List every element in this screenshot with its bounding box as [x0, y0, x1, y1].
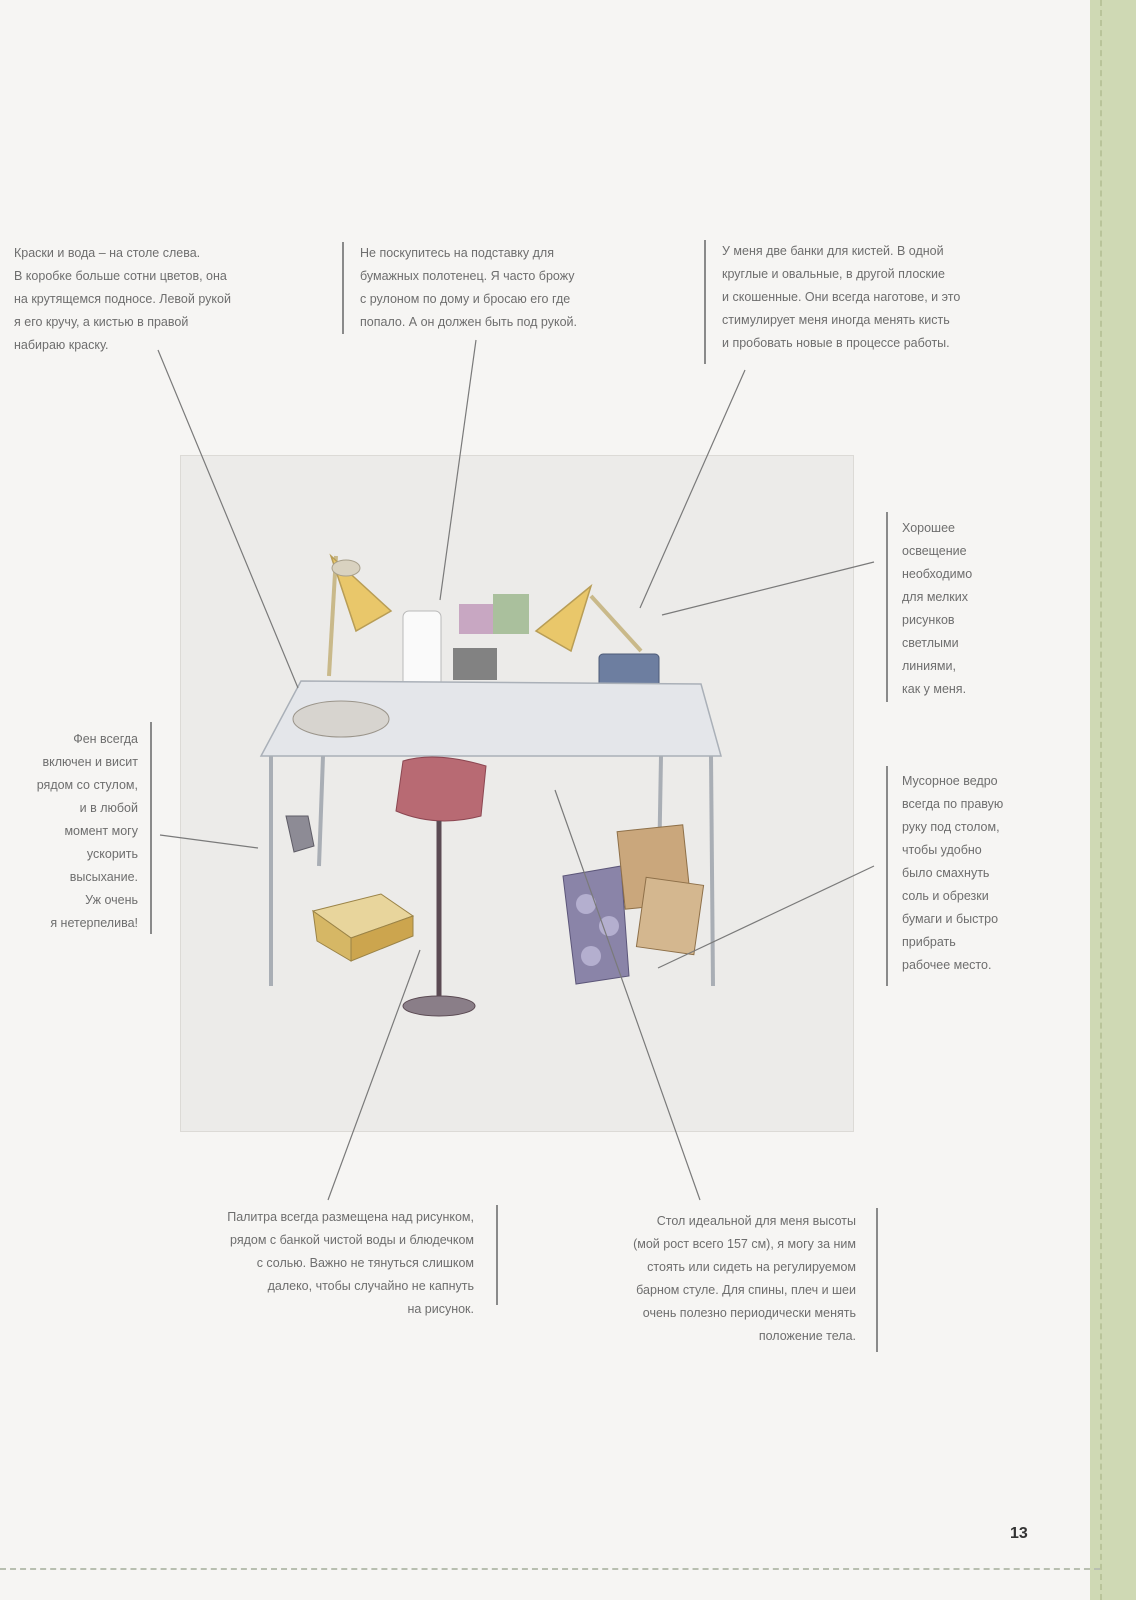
- note-rule: [342, 242, 344, 334]
- note-lighting: Хорошее освещение необходимо для мелких рисунков светлыми линиями, как у меня.: [902, 521, 973, 696]
- palette: [293, 701, 389, 737]
- note-trash: Мусорное ведро всегда по правую руку под столом, чтобы удобно было смахнуть соль и обрезки бумаги и быстро прибрать рабочее место.: [902, 774, 1004, 972]
- note-towels: Не поскупитесь на подставку для бумажных полотенец. Я часто брожу с рулоном по дому и бросаю его где попало. А он должен быть под рукой.: [360, 246, 578, 329]
- paper-towel-roll: [403, 611, 441, 689]
- picture-2: [493, 594, 529, 634]
- picture-1: [459, 604, 493, 634]
- note-brushes: У меня две банки для кистей. В одной круглые и овальные, в другой плоские и скошенные. Они всегда наготове, и это стимулирует меня иногда менять кисть и пробовать новые в процессе работы.: [722, 244, 961, 350]
- note-paints: Краски и вода – на столе слева. В коробке больше сотни цветов, она на крутящемся подносе. Левой рукой я его кручу, а кистью в правой набираю краску.: [14, 246, 231, 352]
- table-leg: [319, 756, 323, 866]
- trash-bin: [563, 866, 629, 984]
- note-rule: [496, 1205, 498, 1305]
- stitch-line: [1100, 0, 1102, 1600]
- bottom-stitch-line: [0, 1568, 1100, 1570]
- desk-illustration: [181, 456, 853, 1131]
- note-palette: Палитра всегда размещена над рисунком, рядом с банкой чистой воды и блюдечком с солью. Важно не тянуться слишком далеко, чтобы случайно не капнуть на рисунок.: [227, 1210, 474, 1316]
- table-leg: [711, 756, 713, 986]
- note-rule: [704, 240, 706, 364]
- watercolor-illustration-frame: [180, 455, 854, 1132]
- desk-lamp-right: [536, 586, 641, 651]
- page-number: 13: [1010, 1525, 1028, 1542]
- paper-bag: [636, 877, 703, 954]
- desk-lamp-left: [329, 556, 391, 676]
- note-rule: [886, 512, 888, 702]
- note-rule: [150, 722, 152, 934]
- bar-stool: [396, 757, 486, 1016]
- page-edge-strip: [1090, 0, 1136, 1600]
- picture-3: [453, 648, 497, 680]
- note-rule: [876, 1208, 878, 1352]
- note-rule: [886, 766, 888, 986]
- note-table: Стол идеальной для меня высоты (мой рост всего 157 см), я могу за ним стоять или сидеть на регулируемом барном стуле. Для спины, плеч и шеи очень полезно периодически менять положение тела.: [633, 1214, 856, 1343]
- storage-box: [313, 894, 413, 961]
- hair-dryer: [286, 816, 314, 852]
- note-dryer: Фен всегда включен и висит рядом со стулом, и в любой момент могу ускорить высыхание. Уж очень я нетерпелива!: [36, 732, 138, 930]
